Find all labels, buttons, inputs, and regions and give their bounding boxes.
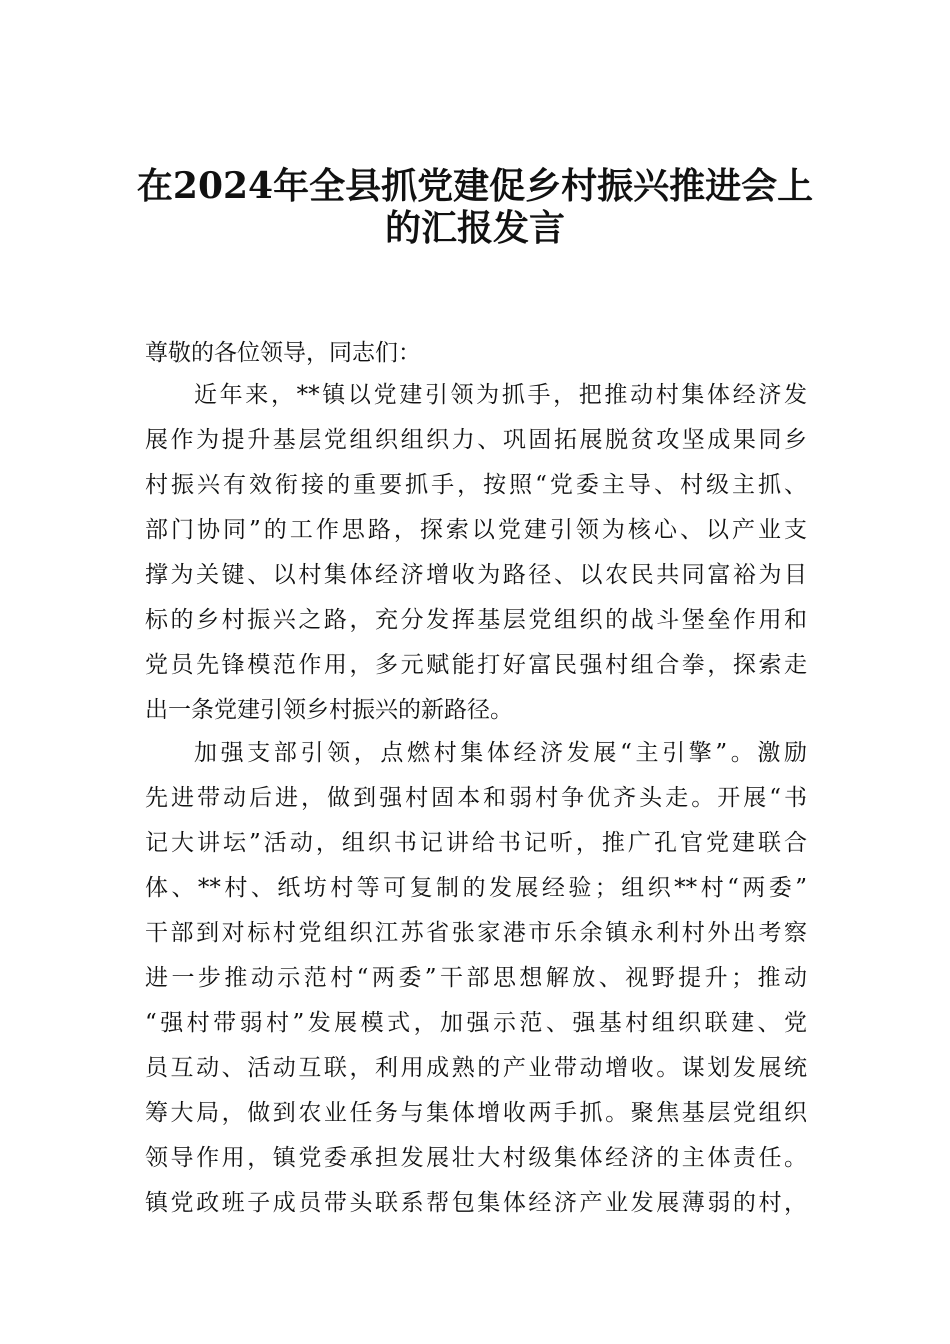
paragraph-line: 党员先锋模范作用，多元赋能打好富民强村组合拳，探索走 bbox=[145, 652, 807, 678]
paragraph-line: 干部到对标村党组织江苏省张家港市乐余镇永利村外出考察 bbox=[145, 920, 807, 946]
paragraph-line: 近年来，**镇以党建引领为抓手，把推动村集体经济发 bbox=[194, 382, 807, 408]
paragraph-line: 出一条党建引领乡村振兴的新路径。 bbox=[145, 697, 513, 723]
document-title-line-2: 的汇报发言 bbox=[384, 207, 565, 249]
paragraph-line: 领导作用，镇党委承担发展壮大村级集体经济的主体责任。 bbox=[145, 1145, 807, 1171]
paragraph-line: 先进带动后进，做到强村固本和弱村争优齐头走。开展“书 bbox=[145, 785, 807, 811]
document-title-line-1: 在2024年全县抓党建促乡村振兴推进会上 bbox=[136, 165, 814, 207]
paragraph-line: 村振兴有效衔接的重要抓手，按照“党委主导、村级主抓、 bbox=[145, 472, 807, 498]
paragraph-line: 体、**村、纸坊村等可复制的发展经验；组织**村“两委” bbox=[145, 875, 807, 901]
paragraph-line: 记大讲坛”活动，组织书记讲给书记听，推广孔官党建联合 bbox=[145, 830, 807, 856]
paragraph-line: 筹大局，做到农业任务与集体增收两手抓。聚焦基层党组织 bbox=[145, 1100, 807, 1126]
paragraph-line: 撑为关键、以村集体经济增收为路径、以农民共同富裕为目 bbox=[145, 562, 807, 588]
paragraph-line: 展作为提升基层党组织组织力、巩固拓展脱贫攻坚成果同乡 bbox=[145, 427, 807, 453]
paragraph-line: 部门协同”的工作思路，探索以党建引领为核心、以产业支 bbox=[145, 517, 807, 543]
salutation: 尊敬的各位领导，同志们： bbox=[145, 340, 421, 366]
paragraph-line: 进一步推动示范村“两委”干部思想解放、视野提升；推动 bbox=[145, 965, 807, 991]
paragraph-line: 员互动、活动互联，利用成熟的产业带动增收。谋划发展统 bbox=[145, 1055, 807, 1081]
paragraph-line: 加强支部引领，点燃村集体经济发展“主引擎”。激励 bbox=[194, 740, 807, 766]
paragraph-line: 标的乡村振兴之路，充分发挥基层党组织的战斗堡垒作用和 bbox=[145, 607, 807, 633]
paragraph-line: “强村带弱村”发展模式，加强示范、强基村组织联建、党 bbox=[145, 1010, 807, 1036]
paragraph-line: 镇党政班子成员带头联系帮包集体经济产业发展薄弱的村， bbox=[145, 1190, 807, 1216]
